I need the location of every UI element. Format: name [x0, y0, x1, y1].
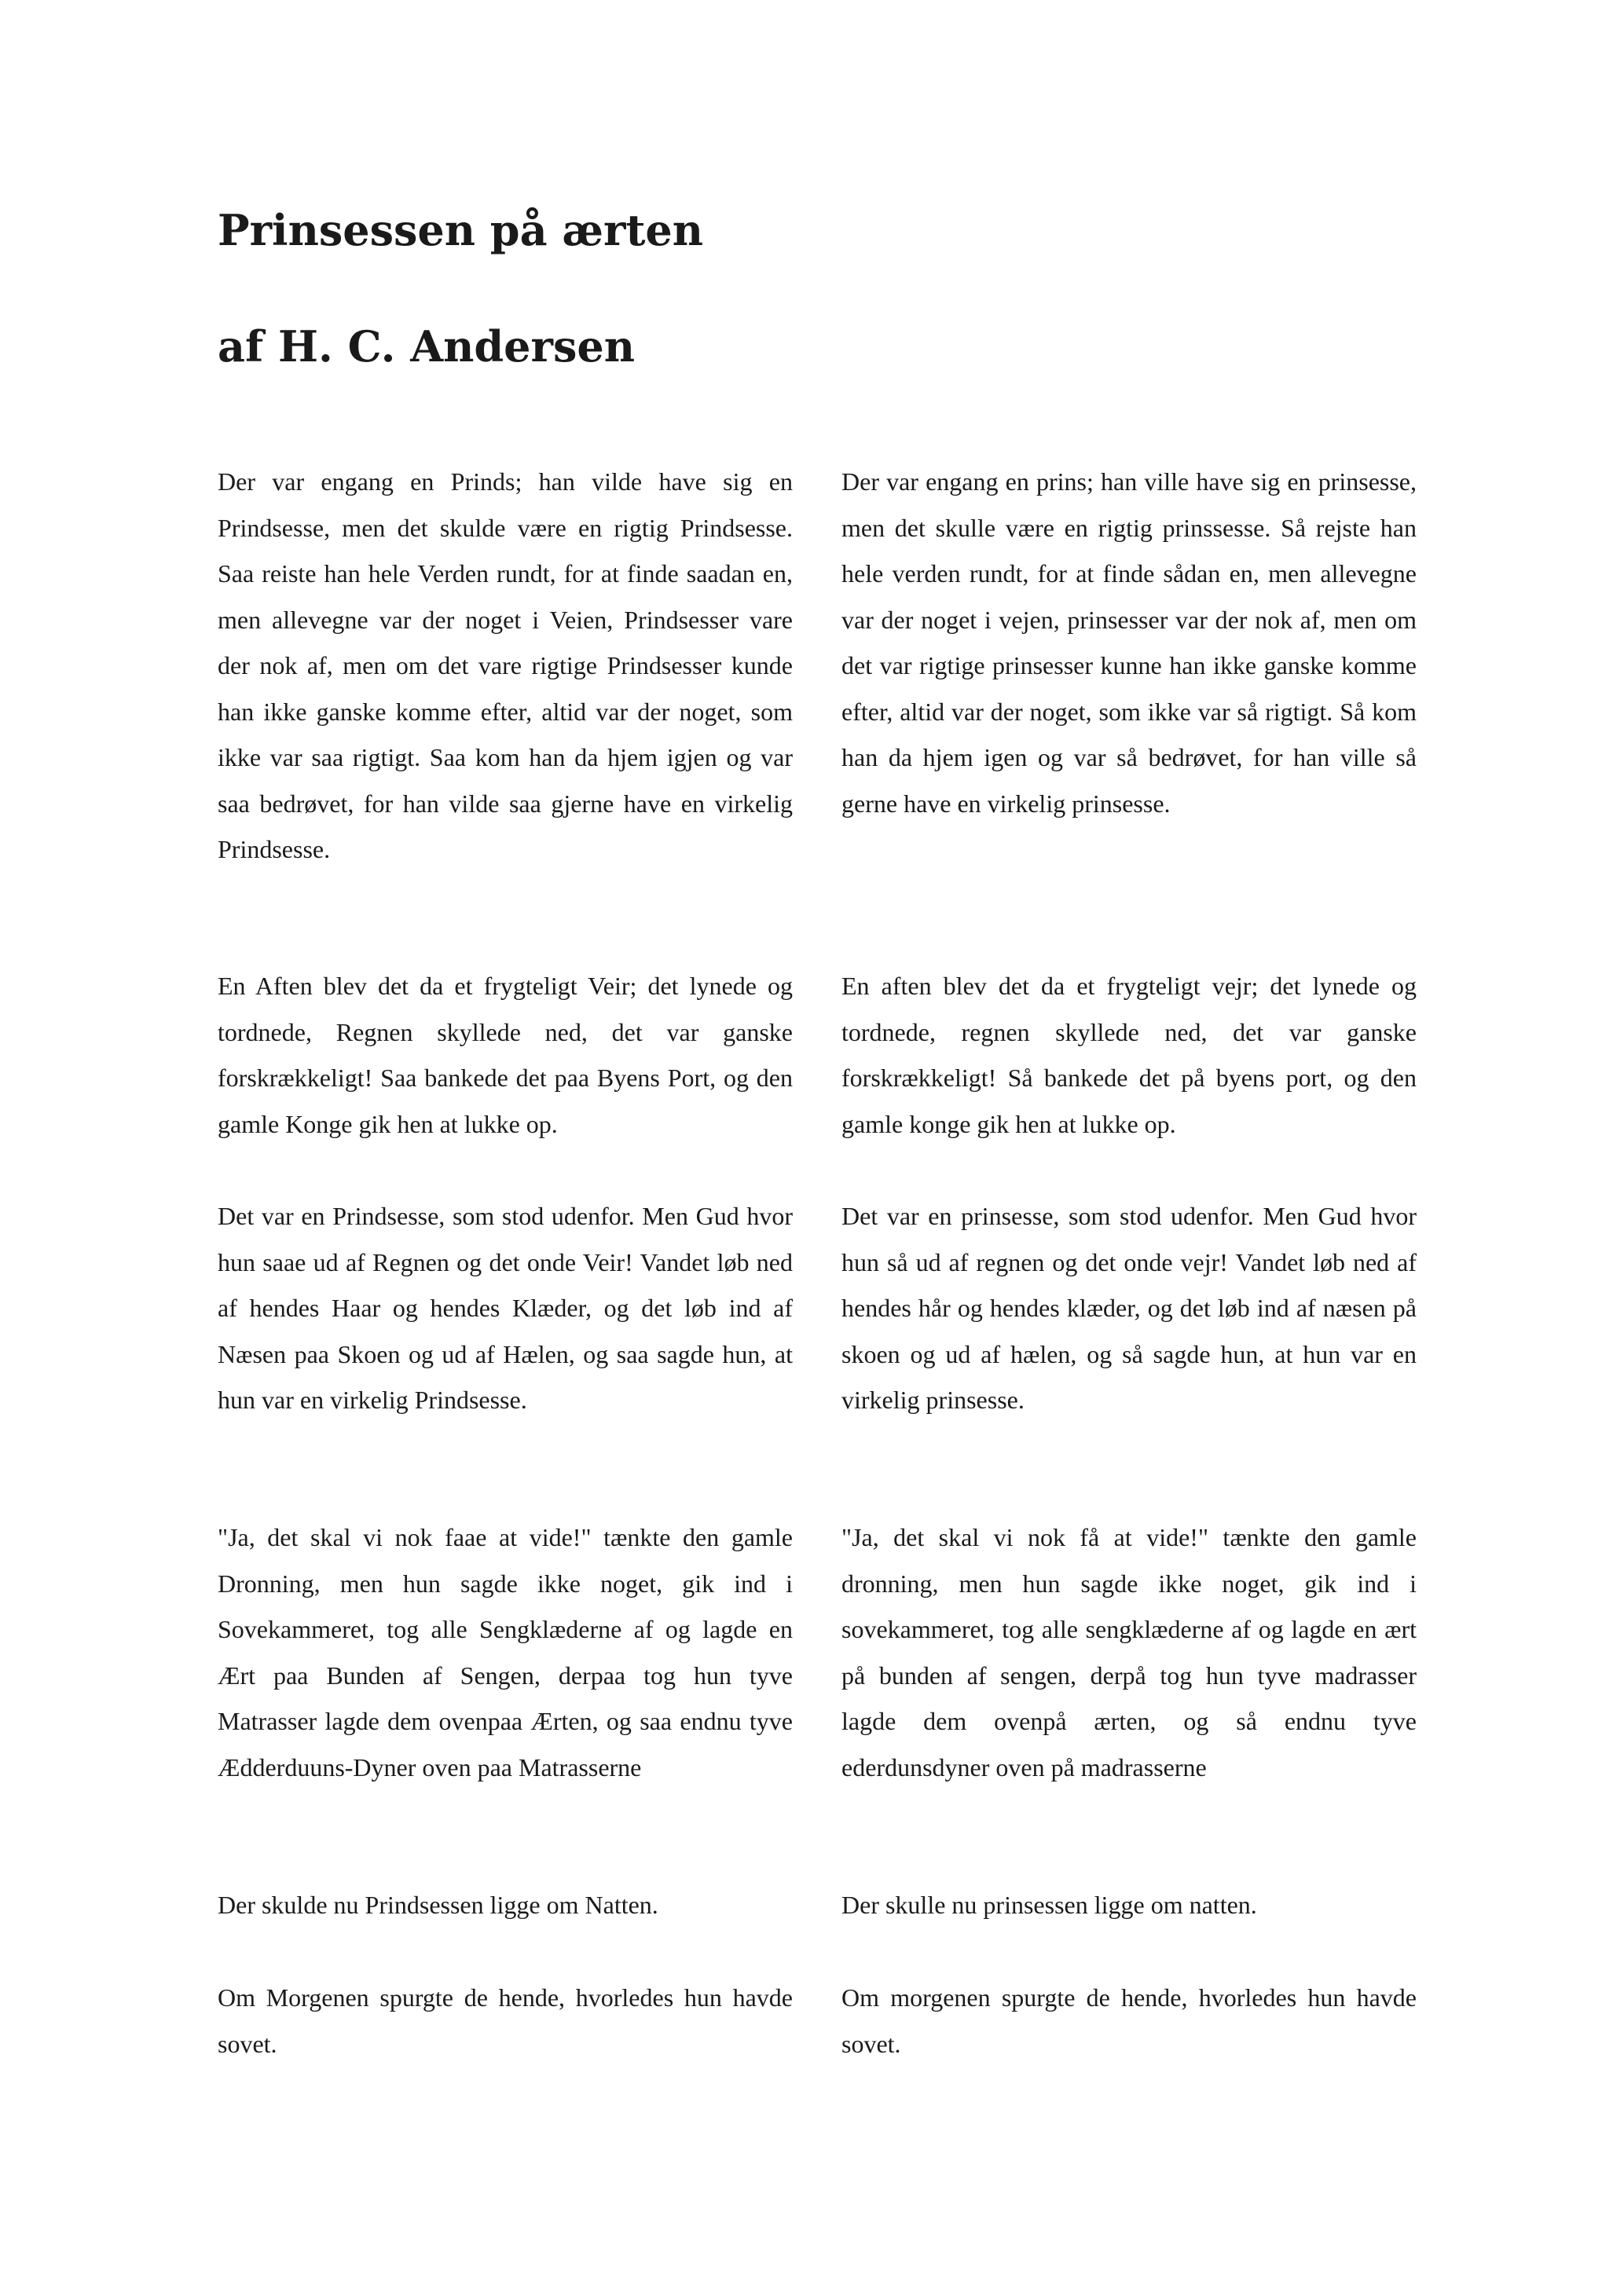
page-title: Prinsessen på ærten — [218, 205, 704, 255]
original-text-paragraph: En Aften blev det da et frygteligt Veir; det lynede og tordnede, Regnen skyllede ned, det var ganske forskrækkeligt! Saa bankede det paa Byens Port, og den gamle Konge gik hen at lukke op. — [218, 972, 793, 1138]
paragraph-row — [218, 1975, 1417, 2067]
modern-text-paragraph: En aften blev det da et frygteligt vejr; det lynede og tordnede, regnen skyllede ned, det var ganske forskrækkeligt! Så bankede det på byens port, og den gamle konge gik hen at lukke op. — [841, 972, 1417, 1138]
author-heading: af H. C. Andersen — [218, 321, 636, 372]
original-text-paragraph: Det var en Prindsesse, som stod udenfor. Men Gud hvor hun saae ud af Regnen og det onde Veir! Vandet løb ned af hendes Haar og hendes Klæder, og det løb ind af Næsen paa Skoen og ud af Hælen, og saa sagde hun, at hun var en virkelig Prindsesse. — [218, 1202, 793, 1414]
modern-text-paragraph: "Ja, det skal vi nok få at vide!" tænkte den gamle dronning, men hun sagde ikke noget, gik ind i sovekammeret, tog alle sengklæderne af og lagde en ært på bunden af sengen, derpå tog hun tyve madrasser lagde dem ovenpå ærten, og så endnu tyve ederdunsdyner oven på madrasserne — [841, 1523, 1417, 1782]
paragraph-row — [218, 1882, 1417, 1928]
original-text-paragraph: "Ja, det skal vi nok faae at vide!" tænkte den gamle Dronning, men hun sagde ikke noget, gik ind i Sovekammeret, tog alle Sengklæderne af og lagde en Ært paa Bunden af Sengen, derpaa tog hun tyve Matrasser lagde dem ovenpaa Ærten, og saa endnu tyve Ædderduuns-Dyner oven paa Matrasserne — [218, 1523, 793, 1782]
paragraph-row — [218, 1193, 1417, 1423]
original-text-paragraph: Der skulde nu Prindsessen ligge om Natten. — [218, 1891, 658, 1919]
modern-text-paragraph: Der var engang en prins; han ville have sig en prinsesse, men det skulle være en rigtig prinssesse. Så rejste han hele verden rundt, for at finde sådan en, men allevegne var der noget i vejen, prinsesser var der nok af, men om det var rigtige prinsesser kunne han ikke ganske komme efter, altid var der noget, som ikke var så rigtigt. Så kom han da hjem igen og var så bedrøvet, for han ville så gerne have en virkelig prinsesse. — [841, 467, 1417, 818]
paragraph-row — [218, 459, 1417, 873]
paragraph-row — [218, 1514, 1417, 1790]
modern-text-paragraph: Om morgenen spurgte de hende, hvorledes hun havde sovet. — [841, 1983, 1417, 2058]
modern-text-paragraph: Der skulle nu prinsessen ligge om natten. — [841, 1891, 1257, 1919]
paragraph-row — [218, 963, 1417, 1147]
original-text-paragraph: Der var engang en Prinds; han vilde have sig en Prindsesse, men det skulde være en rigtig Prindsesse. Saa reiste han hele Verden rundt, for at finde saadan en, men allevegne var der noget i Veien, Prindsesser vare der nok af, men om det vare rigtige Prindsesser kunde han ikke ganske komme efter, altid var der noget, som ikke var saa rigtigt. Saa kom han da hjem igjen og var saa bedrøvet, for han vilde saa gjerne have en virkelig Prindsesse. — [218, 467, 793, 863]
original-text-paragraph: Om Morgenen spurgte de hende, hvorledes hun havde sovet. — [218, 1983, 793, 2058]
modern-text-paragraph: Det var en prinsesse, som stod udenfor. Men Gud hvor hun så ud af regnen og det onde vejr! Vandet løb ned af hendes hår og hendes klæder, og det løb ind af næsen på skoen og ud af hælen, og så sagde hun, at hun var en virkelig prinsesse. — [841, 1202, 1417, 1414]
